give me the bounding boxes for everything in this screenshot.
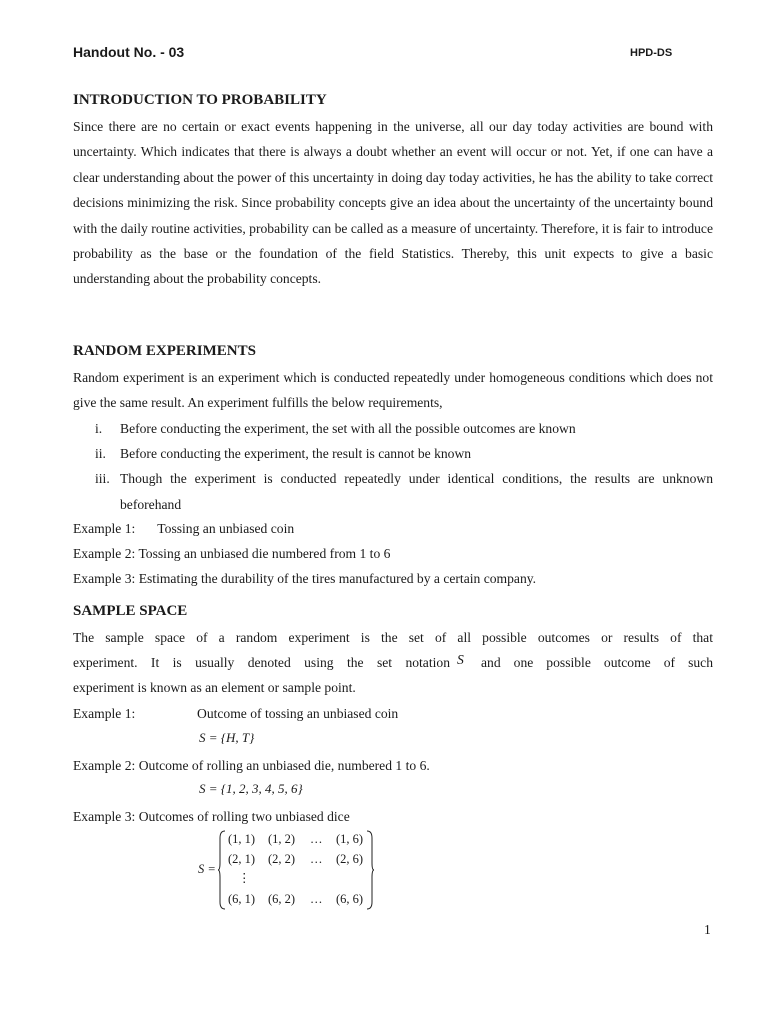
matrix-cell: … bbox=[310, 892, 323, 906]
course-code: HPD-DS bbox=[630, 47, 673, 59]
intro-paragraph: Since there are no certain or exact events happening in the universe, all our day today activities are bound with uncertainty. Which indicates that there is always a doubt whether an event will occur or not. Yet, if one can have a clear understanding about the power of this uncertainty in doing day today activities, he has the ability to take correct decisions minimizing the risk. Since probability concepts give an idea about the uncertainty of the uncertainty bound with the daily routine activities, probability can be called as a measure of uncertainty. Therefore, it is fair to introduce probability as the base or the foundation of the field Statistics. Thereby, this unit expects to give a basic understanding about the probability concepts. bbox=[73, 119, 713, 287]
example-label: Example 1: bbox=[73, 521, 136, 536]
list-item-text: Before conducting the experiment, the result is cannot be known bbox=[120, 446, 472, 462]
sample-space-heading: SAMPLE SPACE bbox=[73, 603, 188, 619]
intro-heading: INTRODUCTION TO PROBABILITY bbox=[73, 92, 327, 108]
matrix-cell: (2, 2) bbox=[268, 852, 296, 866]
sample-space-line-3: experiment is known as an element or sample point. bbox=[73, 680, 356, 695]
sample-example-2 bbox=[73, 758, 430, 774]
sample-example-3 bbox=[73, 809, 350, 825]
example-text: Outcome of rolling an unbiased die, numbered 1 to 6. bbox=[138, 758, 430, 773]
matrix-cell: (6, 6) bbox=[336, 892, 364, 906]
example-text: Estimating the durability of the tires manufactured by a certain company. bbox=[138, 571, 537, 586]
right-brace-icon bbox=[366, 830, 374, 910]
example-label: Example 3: bbox=[73, 571, 136, 586]
random-experiments-heading: RANDOM EXPERIMENTS bbox=[73, 343, 256, 359]
example-text: Tossing an unbiased die numbered from 1 to 6 bbox=[138, 546, 391, 561]
matrix-cell: (6, 2) bbox=[268, 892, 296, 906]
left-brace-icon bbox=[218, 830, 226, 910]
handout-number: Handout No. - 03 bbox=[73, 44, 185, 60]
die-sample-set: S = {1, 2, 3, 4, 5, 6} bbox=[199, 781, 303, 796]
example-label: Example 2: bbox=[73, 758, 136, 773]
example-text: Outcomes of rolling two unbiased dice bbox=[138, 809, 350, 824]
page-number: 1 bbox=[704, 922, 711, 937]
list-item-number: ii. bbox=[95, 446, 106, 462]
two-dice-sample-matrix bbox=[198, 828, 378, 912]
matrix-cell: … bbox=[310, 832, 323, 846]
list-item bbox=[73, 441, 713, 466]
random-experiments-paragraph: Random experiment is an experiment which is conducted repeatedly under homogeneous conditions which does not give the same result. An experiment fulfills the below requirements, bbox=[73, 370, 713, 411]
random-example-2 bbox=[73, 546, 390, 562]
example-text: Tossing an unbiased coin bbox=[157, 521, 295, 536]
matrix-cell: (1, 1) bbox=[228, 832, 256, 846]
random-example-1 bbox=[73, 521, 294, 537]
random-example-3 bbox=[73, 571, 536, 587]
example-text: Outcome of tossing an unbiased coin bbox=[197, 706, 399, 721]
requirements-list bbox=[73, 416, 713, 517]
matrix-cell: (1, 6) bbox=[336, 832, 364, 846]
sample-space-line-2-start: experiment. It is usually denoted using the set notation bbox=[73, 655, 450, 670]
matrix-cell: (6, 1) bbox=[228, 892, 256, 906]
list-item-text: Before conducting the experiment, the set with all the possible outcomes are known bbox=[120, 421, 576, 436]
list-item-number: i. bbox=[95, 421, 103, 436]
matrix-cell: … bbox=[310, 852, 323, 866]
sample-space-line-2-end: and one possible outcome of such bbox=[481, 655, 713, 670]
matrix-cell: (2, 1) bbox=[228, 852, 256, 866]
list-item-number: iii. bbox=[95, 471, 110, 487]
matrix-vdots: ⋮ bbox=[238, 871, 251, 885]
example-label: Example 3: bbox=[73, 809, 136, 824]
sample-example-1 bbox=[73, 706, 399, 722]
example-label: Example 1: bbox=[73, 706, 136, 721]
matrix-label: S = bbox=[198, 862, 216, 876]
sample-space-line-1: The sample space of a random experiment is the set of all possible outcomes or results of that bbox=[73, 630, 713, 645]
list-item-text: Though the experiment is conducted repeatedly under identical conditions, the results are unknown beforehand bbox=[120, 471, 713, 512]
list-item bbox=[73, 416, 713, 441]
set-symbol: S bbox=[457, 652, 464, 667]
matrix-cell: (1, 2) bbox=[268, 832, 296, 846]
list-item bbox=[73, 466, 713, 516]
matrix-cell: (2, 6) bbox=[336, 852, 364, 866]
example-label: Example 2: bbox=[73, 546, 136, 561]
coin-sample-set: S = {H, T} bbox=[199, 730, 255, 745]
